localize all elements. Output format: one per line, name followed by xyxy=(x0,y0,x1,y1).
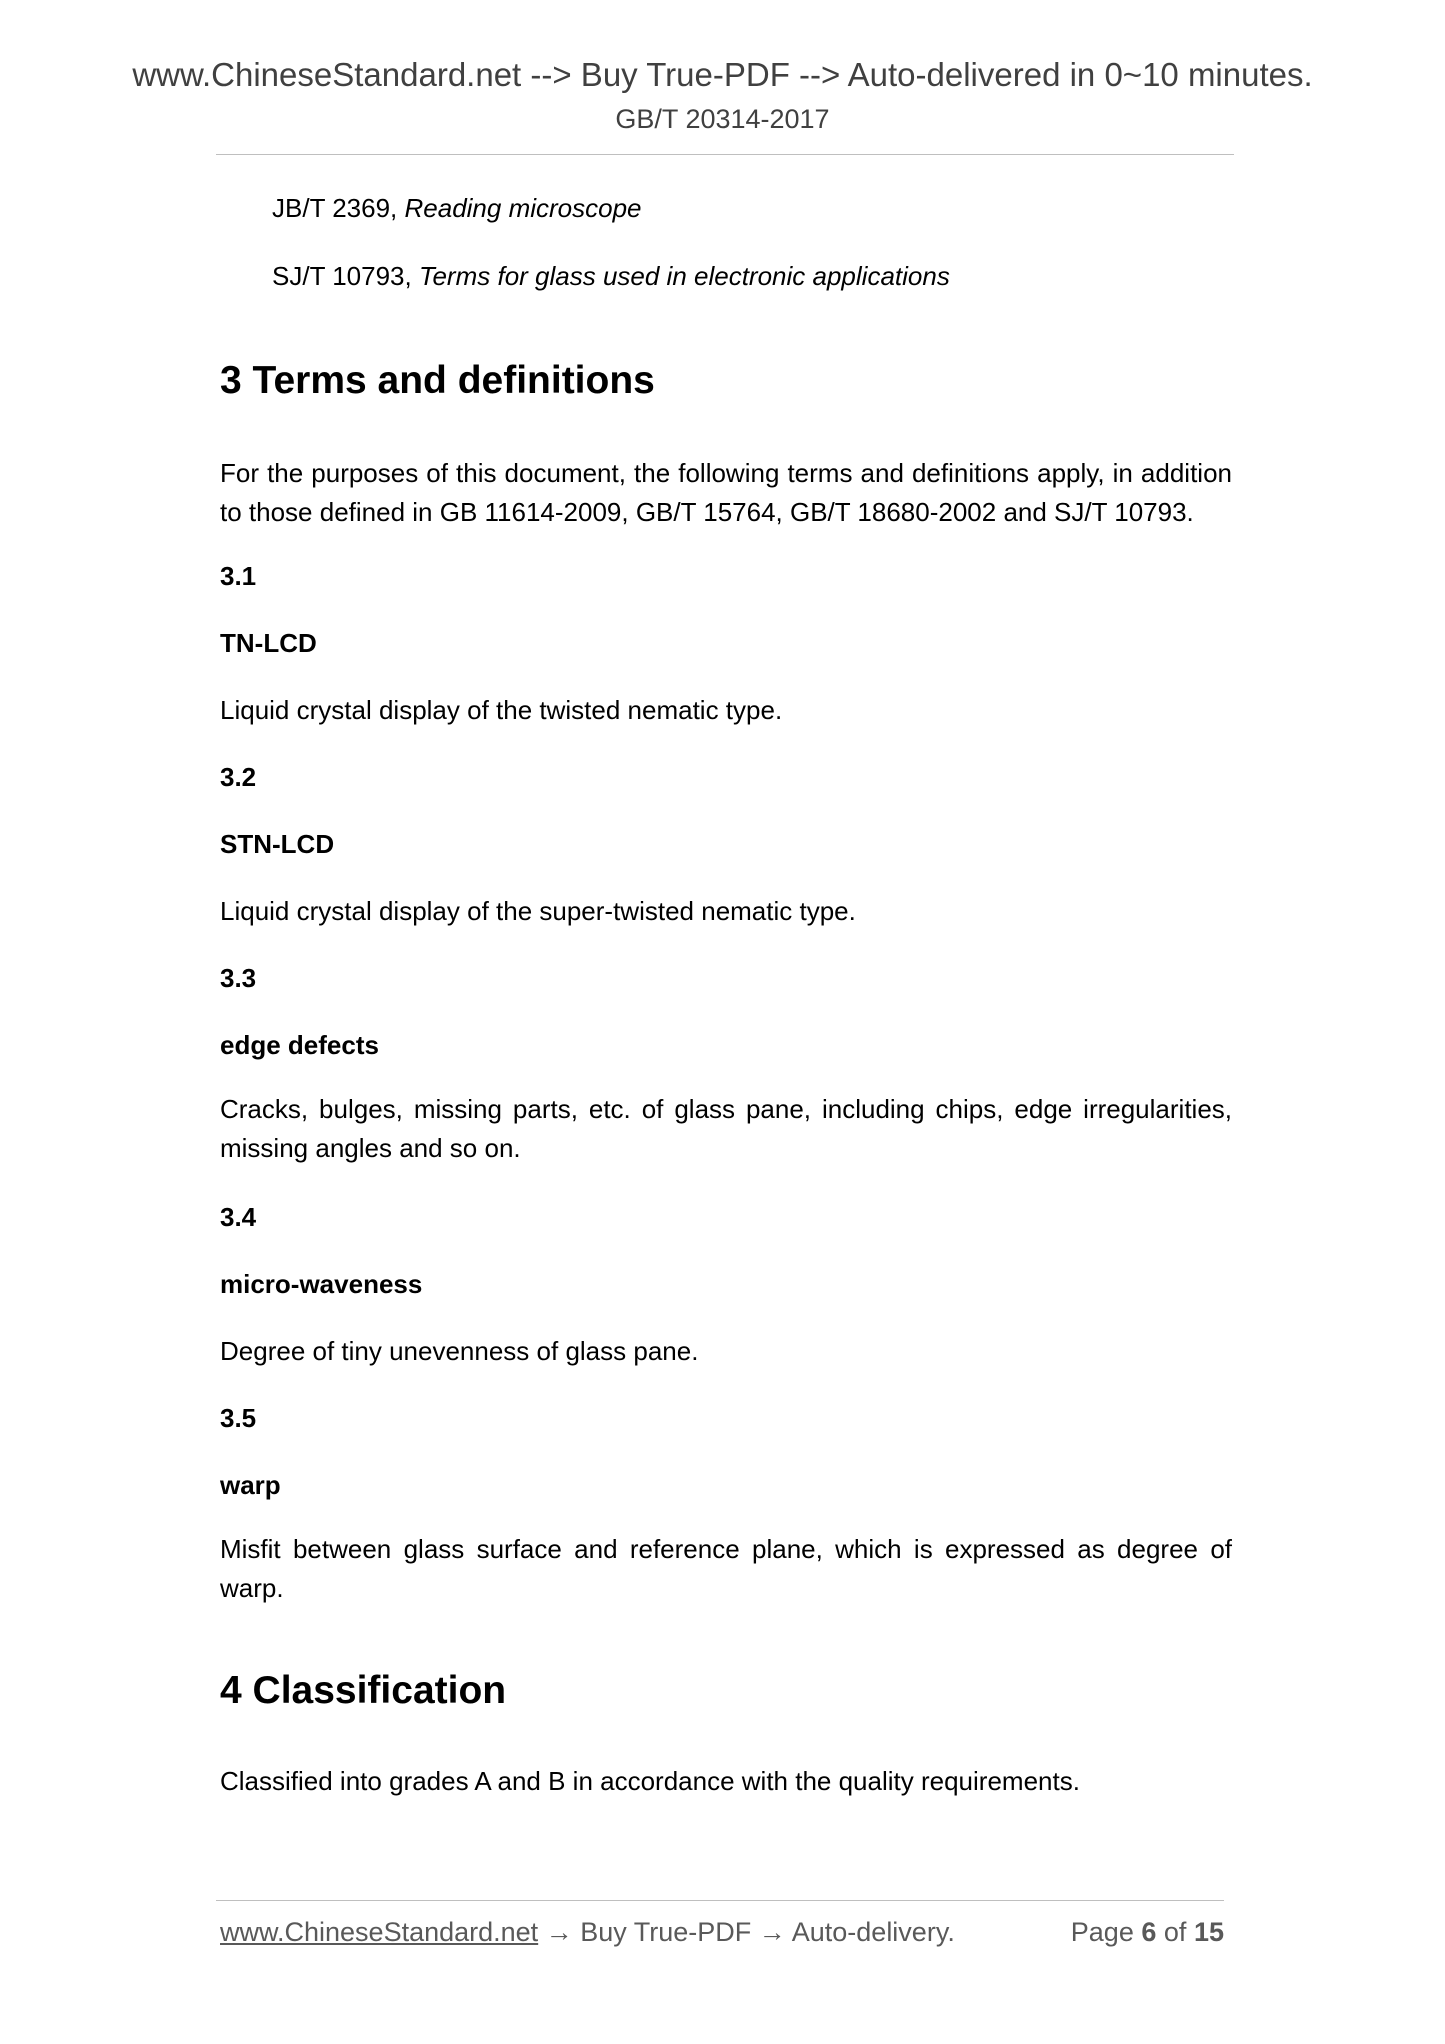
footer-site-link[interactable]: www.ChineseStandard.net xyxy=(220,1917,539,1947)
footer-tagline: → Buy True-PDF → Auto-delivery. xyxy=(538,1917,955,1947)
term-number: 3.3 xyxy=(220,963,257,993)
term-number: 3.5 xyxy=(220,1403,257,1433)
section-4-text: Classified into grades A and B in accordance with the quality requirements. xyxy=(220,1766,1080,1796)
term-definition: Misfit between glass surface and reference plane, which is expressed as degree of warp. xyxy=(220,1534,1232,1603)
section-3-intro: For the purposes of this document, the following terms and definitions apply, in addition to those defined in GB 11614-2009, GB/T 15764, GB/T 18680-2002 and SJ/T 10793. xyxy=(220,458,1232,527)
document-code: GB/T 20314-2017 xyxy=(615,104,830,134)
header-divider xyxy=(216,154,1234,155)
reference-item xyxy=(272,193,642,224)
page-current: 6 xyxy=(1141,1917,1157,1947)
reference-code: SJ/T 10793, xyxy=(272,261,412,291)
footer-divider xyxy=(216,1900,1224,1901)
reference-item xyxy=(272,261,950,292)
page-total: 15 xyxy=(1193,1917,1224,1947)
term-definition: Cracks, bulges, missing parts, etc. of glass pane, including chips, edge irregularities, missing angles and so on. xyxy=(220,1094,1232,1163)
term-definition: Liquid crystal display of the twisted nematic type. xyxy=(220,695,783,725)
section-4-heading: 4 Classification xyxy=(220,1669,507,1712)
term-definition: Degree of tiny unevenness of glass pane. xyxy=(220,1336,699,1366)
reference-code: JB/T 2369, xyxy=(272,193,398,223)
footer-left xyxy=(220,1917,955,1948)
term-name: micro-waveness xyxy=(220,1269,423,1299)
reference-title: Reading microscope xyxy=(404,193,642,223)
term-definition: Liquid crystal display of the super-twisted nematic type. xyxy=(220,896,856,926)
header-banner: www.ChineseStandard.net --> Buy True-PDF --> Auto-delivered in 0~10 minutes. xyxy=(132,56,1313,93)
section-3-heading: 3 Terms and definitions xyxy=(220,359,655,402)
page-indicator xyxy=(1071,1917,1224,1948)
term-name: warp xyxy=(220,1470,281,1500)
term-number: 3.1 xyxy=(220,561,257,591)
term-name: STN-LCD xyxy=(220,829,335,859)
reference-title: Terms for glass used in electronic applications xyxy=(418,261,950,291)
term-number: 3.4 xyxy=(220,1202,257,1232)
term-name: TN-LCD xyxy=(220,628,317,658)
page-label: Page xyxy=(1070,1917,1134,1947)
page-of-label: of xyxy=(1163,1917,1187,1947)
term-number: 3.2 xyxy=(220,762,257,792)
term-name: edge defects xyxy=(220,1030,379,1060)
